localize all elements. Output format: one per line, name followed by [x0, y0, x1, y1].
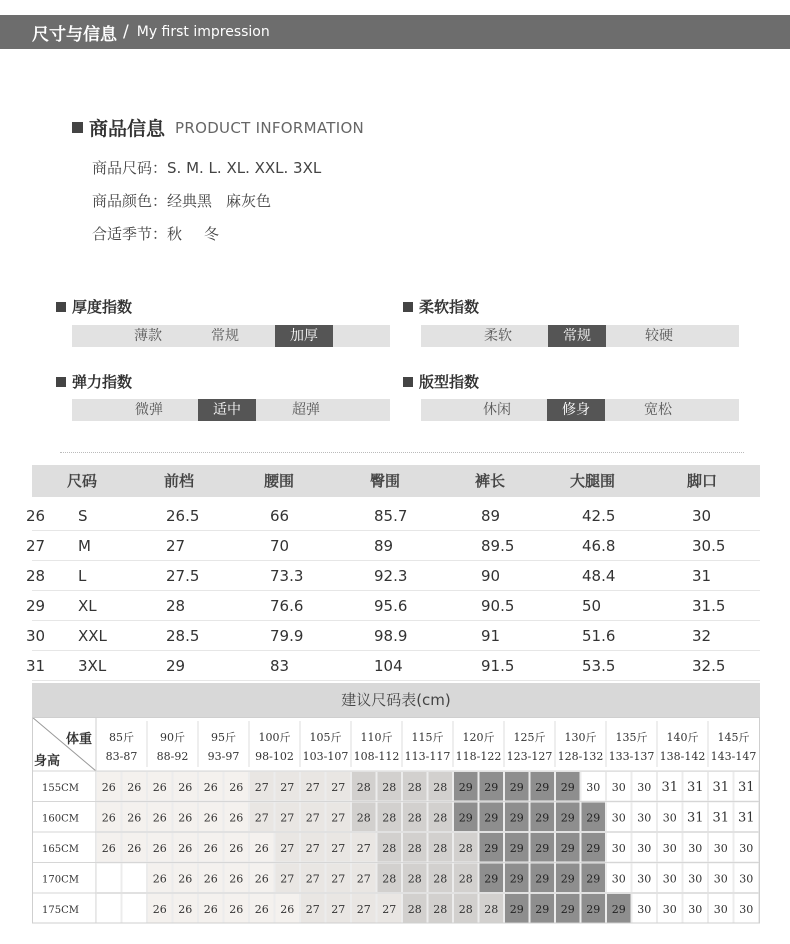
size-table-cell: 26.5	[166, 507, 200, 525]
grid-cell-value: 26	[229, 781, 244, 794]
grid-weight-kg: 83-87	[105, 750, 138, 763]
grid-cell-value: 27	[254, 811, 269, 825]
square-bullet-icon	[72, 122, 83, 133]
grid-cell-value: 31	[737, 810, 755, 826]
grid-weight-label: 体重	[66, 732, 93, 747]
size-table-cell: 76.6	[270, 597, 304, 615]
size-table-cell: 89.5	[481, 537, 515, 555]
thickness-index-bar	[72, 325, 390, 347]
size-table-cell: S	[78, 507, 88, 525]
grid-cell-value: 29	[484, 842, 499, 855]
product-size-label: 商品尺码：	[92, 159, 168, 177]
size-table-cell: 30	[692, 507, 712, 525]
elasticity-option-super: 超弹	[292, 402, 320, 418]
header-hip: 臀围	[370, 472, 401, 490]
grid-cell-value: 27	[305, 842, 320, 855]
size-table-cell: 92.3	[374, 567, 408, 585]
softness-index-title: 柔软指数	[403, 296, 479, 317]
grid-cell-value: 29	[484, 781, 499, 794]
grid-weight-kg: 103-107	[302, 750, 349, 763]
grid-cell-value: 29	[611, 903, 626, 916]
size-table-cell: 32	[692, 627, 712, 645]
grid-row-height: 175CM	[42, 905, 79, 916]
grid-cell-value: 31	[712, 780, 730, 795]
grid-cell-value: 30	[713, 903, 728, 916]
grid-cell-value: 29	[560, 872, 575, 886]
grid-row-height: 170CM	[42, 874, 79, 886]
size-table-cell: 91.5	[481, 657, 515, 675]
grid-weight-jin: 90斤	[160, 731, 185, 744]
product-info-title-cn: 商品信息	[89, 118, 166, 140]
size-table-cell: 30.5	[692, 537, 726, 555]
grid-cell-value: 30	[662, 842, 677, 855]
grid-cell-value: 27	[382, 903, 397, 916]
grid-cell-value: 27	[280, 842, 295, 855]
grid-cell-value: 26	[203, 811, 218, 825]
size-table-cell: 50	[582, 597, 602, 615]
size-table-cell: 31	[692, 567, 712, 585]
grid-cell-value: 28	[382, 842, 397, 855]
softness-option-regular-selected: 常规	[548, 325, 606, 347]
grid-cell-value: 28	[407, 842, 422, 855]
softness-index-bar	[421, 325, 739, 347]
grid-cell-value: 29	[484, 811, 499, 825]
size-table-cell: 85.7	[374, 507, 408, 525]
grid-cell-value: 26	[229, 903, 244, 916]
grid-cell-value: 28	[433, 842, 448, 855]
product-season-value-1: 秋	[167, 225, 183, 243]
product-info-title	[72, 114, 364, 141]
size-table-cell: 51.6	[582, 627, 616, 645]
grid-cell-value: 27	[280, 872, 295, 886]
grid-cell-value: 28	[458, 872, 473, 886]
grid-cell-value: 31	[712, 810, 730, 826]
grid-cell-value: 26	[101, 811, 116, 825]
grid-cell-value: 30	[611, 811, 626, 825]
grid-cell-value: 31	[686, 780, 704, 795]
fit-option-loose: 宽松	[644, 402, 672, 418]
grid-row-height: 155CM	[42, 783, 79, 794]
grid-cell-value: 29	[509, 811, 524, 825]
grid-cell-value: 30	[688, 903, 703, 916]
grid-cell-value: 29	[586, 872, 601, 886]
size-table-cell: 46.8	[582, 537, 616, 555]
grid-cell-value: 27	[356, 842, 371, 855]
grid-cell-value: 29	[458, 781, 473, 794]
elasticity-option-slight: 微弹	[135, 402, 163, 418]
size-table-cell: 3XL	[78, 657, 107, 675]
size-table-cell: 32.5	[692, 657, 726, 675]
grid-weight-kg: 113-117	[404, 750, 451, 763]
grid-cell-value: 28	[382, 781, 397, 794]
size-table-cell: 29	[166, 657, 186, 675]
grid-weight-kg: 88-92	[156, 750, 189, 763]
grid-cell-value: 28	[356, 811, 371, 825]
header-title-cn: 尺寸与信息	[32, 24, 117, 45]
size-table-cell: 30	[26, 627, 46, 645]
elasticity-index-title: 弹力指数	[56, 371, 132, 392]
grid-cell-value: 27	[280, 781, 295, 794]
grid-weight-jin: 105斤	[309, 731, 342, 744]
grid-cell-value: 30	[637, 842, 652, 855]
grid-weight-jin: 130斤	[564, 731, 597, 744]
grid-cell-value: 31	[737, 780, 755, 795]
grid-cell-value: 26	[280, 903, 295, 916]
grid-cell-value: 30	[637, 872, 652, 886]
grid-cell-value: 30	[662, 903, 677, 916]
elasticity-option-moderate-selected: 适中	[198, 399, 256, 421]
grid-cell-value: 30	[739, 842, 754, 855]
grid-cell-value: 26	[178, 781, 193, 794]
size-table-row	[26, 531, 760, 561]
size-table-cell: 89	[374, 537, 394, 555]
grid-cell-value: 26	[229, 811, 244, 825]
recommend-table-title: 建议尺码表(cm)	[32, 683, 760, 717]
grid-weight-jin: 120斤	[462, 731, 495, 744]
header-size: 尺码	[67, 472, 98, 490]
grid-cell-value: 26	[254, 903, 269, 916]
product-season-line	[92, 223, 219, 244]
grid-weight-jin: 140斤	[666, 731, 699, 744]
square-bullet-icon	[403, 302, 413, 312]
fit-index-title: 版型指数	[403, 371, 479, 392]
dotted-divider	[60, 452, 744, 453]
grid-cell-value: 27	[305, 781, 320, 794]
grid-weight-kg: 93-97	[207, 750, 240, 763]
grid-cell-value: 26	[127, 842, 142, 855]
size-table-cell: 90.5	[481, 597, 515, 615]
grid-weight-kg: 128-132	[557, 750, 604, 763]
product-size-value: S. M. L. XL. XXL. 3XL	[167, 159, 322, 177]
grid-weight-jin: 85斤	[109, 731, 134, 744]
grid-row-height: 165CM	[42, 844, 79, 855]
header-front-rise: 前档	[164, 472, 195, 490]
grid-cell-value: 26	[152, 872, 167, 886]
thickness-index-title: 厚度指数	[56, 296, 132, 317]
header-title-en: My first impression	[136, 24, 270, 40]
grid-weight-jin: 125斤	[513, 731, 546, 744]
grid-cell-value: 26	[152, 811, 167, 825]
grid-cell-value: 26	[229, 842, 244, 855]
grid-cell-value: 28	[382, 872, 397, 886]
size-table-cell: 91	[481, 627, 501, 645]
size-table-cell: XL	[78, 597, 97, 615]
size-table-row	[26, 501, 760, 531]
grid-cell-value: 26	[178, 842, 193, 855]
grid-cell-value: 27	[356, 903, 371, 916]
header-thigh: 大腿围	[570, 472, 616, 490]
grid-weight-kg: 143-147	[710, 750, 757, 763]
grid-cell-value: 26	[178, 811, 193, 825]
size-table-cell: 70	[270, 537, 290, 555]
grid-cell-value: 28	[433, 872, 448, 886]
fit-option-casual: 休闲	[483, 402, 511, 418]
grid-weight-kg: 138-142	[659, 750, 706, 763]
size-table-cell: 27	[166, 537, 186, 555]
grid-cell-value: 26	[152, 781, 167, 794]
grid-cell-value: 30	[662, 811, 677, 825]
grid-cell-value: 28	[484, 903, 499, 916]
grid-cell-value: 30	[688, 872, 703, 886]
grid-cell-value: 30	[611, 872, 626, 886]
grid-cell-value: 28	[356, 781, 371, 794]
grid-cell-value: 30	[662, 872, 677, 886]
grid-weight-kg: 108-112	[353, 750, 400, 763]
grid-cell-value: 30	[586, 781, 601, 794]
grid-cell-value: 29	[535, 811, 550, 825]
size-table-cell: 95.6	[374, 597, 408, 615]
grid-cell-value: 26	[101, 781, 116, 794]
thickness-option-thick-selected: 加厚	[275, 325, 333, 347]
grid-cell-value: 27	[331, 811, 346, 825]
grid-cell-value: 29	[509, 842, 524, 855]
size-table-cell: 27	[26, 537, 46, 555]
grid-cell-value: 27	[331, 781, 346, 794]
section-header-bar	[0, 15, 790, 49]
product-color-label: 商品颜色：	[92, 192, 168, 210]
grid-cell-value: 29	[586, 811, 601, 825]
softness-option-soft: 柔软	[484, 328, 512, 344]
grid-cell-value: 29	[560, 903, 575, 916]
grid-cell-value: 29	[535, 903, 550, 916]
size-table-row	[26, 621, 760, 651]
grid-cell-value: 30	[739, 903, 754, 916]
grid-cell-value: 29	[560, 842, 575, 855]
size-table-cell: 73.3	[270, 567, 304, 585]
grid-cell-value: 30	[713, 872, 728, 886]
grid-cell-value: 27	[305, 872, 320, 886]
size-table-cell: 28	[26, 567, 46, 585]
grid-weight-jin: 135斤	[615, 731, 648, 744]
grid-cell-value: 26	[178, 872, 193, 886]
size-table-cell: 98.9	[374, 627, 408, 645]
grid-cell-value: 29	[509, 781, 524, 794]
thickness-option-thin: 薄款	[134, 328, 162, 344]
size-table-cell: 79.9	[270, 627, 304, 645]
product-size-line	[92, 157, 321, 178]
thickness-option-regular: 常规	[211, 328, 239, 344]
grid-cell-value: 26	[254, 842, 269, 855]
grid-weight-kg: 98-102	[255, 750, 294, 763]
grid-cell-value: 28	[407, 872, 422, 886]
grid-cell-value: 29	[560, 781, 575, 794]
size-table-cell: L	[78, 567, 87, 585]
grid-cell-value: 29	[535, 842, 550, 855]
size-table-cell: 104	[374, 657, 403, 675]
size-table-cell: 29	[26, 597, 46, 615]
product-info-title-en: PRODUCT INFORMATION	[175, 118, 365, 137]
grid-cell-value: 27	[331, 903, 346, 916]
product-season-value-2: 冬	[204, 225, 220, 243]
grid-cell-value: 29	[458, 811, 473, 825]
header-leg-opening: 脚口	[687, 472, 718, 490]
grid-cell-value: 30	[637, 903, 652, 916]
grid-cell-value: 28	[382, 811, 397, 825]
grid-cell-value: 27	[280, 811, 295, 825]
grid-weight-jin: 115斤	[411, 731, 444, 744]
product-color-value-1: 经典黑	[167, 192, 213, 210]
header-separator: /	[123, 22, 129, 42]
grid-weight-jin: 145斤	[717, 731, 750, 744]
fit-index-bar	[421, 399, 739, 421]
grid-cell-value: 30	[713, 842, 728, 855]
size-table-cell: 90	[481, 567, 501, 585]
grid-row-height: 160CM	[42, 813, 79, 825]
grid-cell-value: 30	[637, 811, 652, 825]
grid-cell-value: 28	[458, 842, 473, 855]
grid-weight-jin: 95斤	[211, 731, 236, 744]
size-table-cell: M	[78, 537, 91, 555]
size-table-row	[26, 561, 760, 591]
grid-cell-value: 30	[611, 781, 626, 794]
grid-cell-value: 28	[433, 903, 448, 916]
grid-cell-value: 30	[611, 842, 626, 855]
grid-cell-value: 26	[152, 842, 167, 855]
grid-weight-kg: 133-137	[608, 750, 655, 763]
product-color-line	[92, 190, 271, 211]
grid-cell-value: 29	[535, 872, 550, 886]
grid-cell-value: 26	[178, 903, 193, 916]
size-table-cell: 31	[26, 657, 46, 675]
grid-cell-value: 30	[688, 842, 703, 855]
product-color-value-2: 麻灰色	[226, 192, 272, 210]
grid-cell-value: 31	[686, 810, 704, 826]
grid-cell-value: 26	[152, 903, 167, 916]
size-table-row	[26, 651, 760, 681]
grid-cell-value: 27	[331, 872, 346, 886]
grid-cell-value: 30	[739, 872, 754, 886]
grid-cell-bg	[122, 863, 147, 893]
grid-cell-value: 26	[127, 781, 142, 794]
square-bullet-icon	[56, 302, 66, 312]
grid-cell-value: 27	[305, 903, 320, 916]
size-table-cell: 27.5	[166, 567, 200, 585]
grid-cell-value: 28	[458, 903, 473, 916]
grid-cell-value: 28	[407, 781, 422, 794]
grid-height-label: 身高	[34, 754, 61, 769]
header-waist: 腰围	[264, 472, 295, 490]
size-table-header	[32, 465, 760, 497]
grid-cell-value: 26	[203, 842, 218, 855]
grid-weight-jin: 110斤	[360, 731, 393, 744]
grid-cell-value: 26	[203, 903, 218, 916]
fit-option-slim-selected: 修身	[547, 399, 605, 421]
size-table-cell: 53.5	[582, 657, 616, 675]
grid-cell-bg	[122, 894, 147, 924]
grid-weight-kg: 123-127	[506, 750, 553, 763]
grid-cell-value: 29	[484, 872, 499, 886]
size-table-row	[26, 591, 760, 621]
grid-cell-value: 27	[331, 842, 346, 855]
elasticity-index-bar	[72, 399, 390, 421]
grid-weight-jin: 100斤	[258, 731, 291, 744]
grid-cell-value: 26	[229, 872, 244, 886]
size-table-cell: 28.5	[166, 627, 200, 645]
size-table-cell: 31.5	[692, 597, 726, 615]
size-table-cell: 83	[270, 657, 290, 675]
grid-cell-value: 26	[127, 811, 142, 825]
grid-cell-bg	[97, 863, 122, 893]
size-table-cell: 48.4	[582, 567, 616, 585]
grid-cell-value: 30	[637, 781, 652, 794]
grid-cell-value: 26	[101, 842, 116, 855]
recommend-size-grid	[32, 717, 760, 927]
grid-cell-value: 27	[305, 811, 320, 825]
grid-cell-value: 29	[560, 811, 575, 825]
grid-cell-value: 31	[661, 780, 679, 795]
grid-cell-value: 28	[433, 811, 448, 825]
grid-cell-value: 28	[407, 811, 422, 825]
grid-weight-kg: 118-122	[455, 750, 502, 763]
grid-cell-value: 28	[407, 903, 422, 916]
size-table-cell: 28	[166, 597, 186, 615]
grid-cell-value: 27	[356, 872, 371, 886]
square-bullet-icon	[403, 377, 413, 387]
size-table-cell: 42.5	[582, 507, 616, 525]
grid-cell-value: 29	[535, 781, 550, 794]
grid-cell-value: 27	[254, 781, 269, 794]
size-table-cell: 66	[270, 507, 290, 525]
grid-cell-value: 26	[254, 872, 269, 886]
grid-cell-value: 29	[509, 872, 524, 886]
grid-cell-value: 26	[203, 781, 218, 794]
grid-cell-value: 29	[586, 842, 601, 855]
square-bullet-icon	[56, 377, 66, 387]
grid-cell-value: 26	[203, 872, 218, 886]
softness-option-stiff: 较硬	[645, 328, 673, 344]
grid-cell-bg	[97, 894, 122, 924]
grid-cell-value: 29	[509, 903, 524, 916]
size-table-cell: XXL	[78, 627, 107, 645]
header-length: 裤长	[475, 472, 506, 490]
grid-cell-value: 29	[586, 903, 601, 916]
size-table-cell: 89	[481, 507, 501, 525]
size-table-cell: 26	[26, 507, 46, 525]
product-season-label: 合适季节：	[92, 225, 168, 243]
grid-cell-value: 28	[433, 781, 448, 794]
